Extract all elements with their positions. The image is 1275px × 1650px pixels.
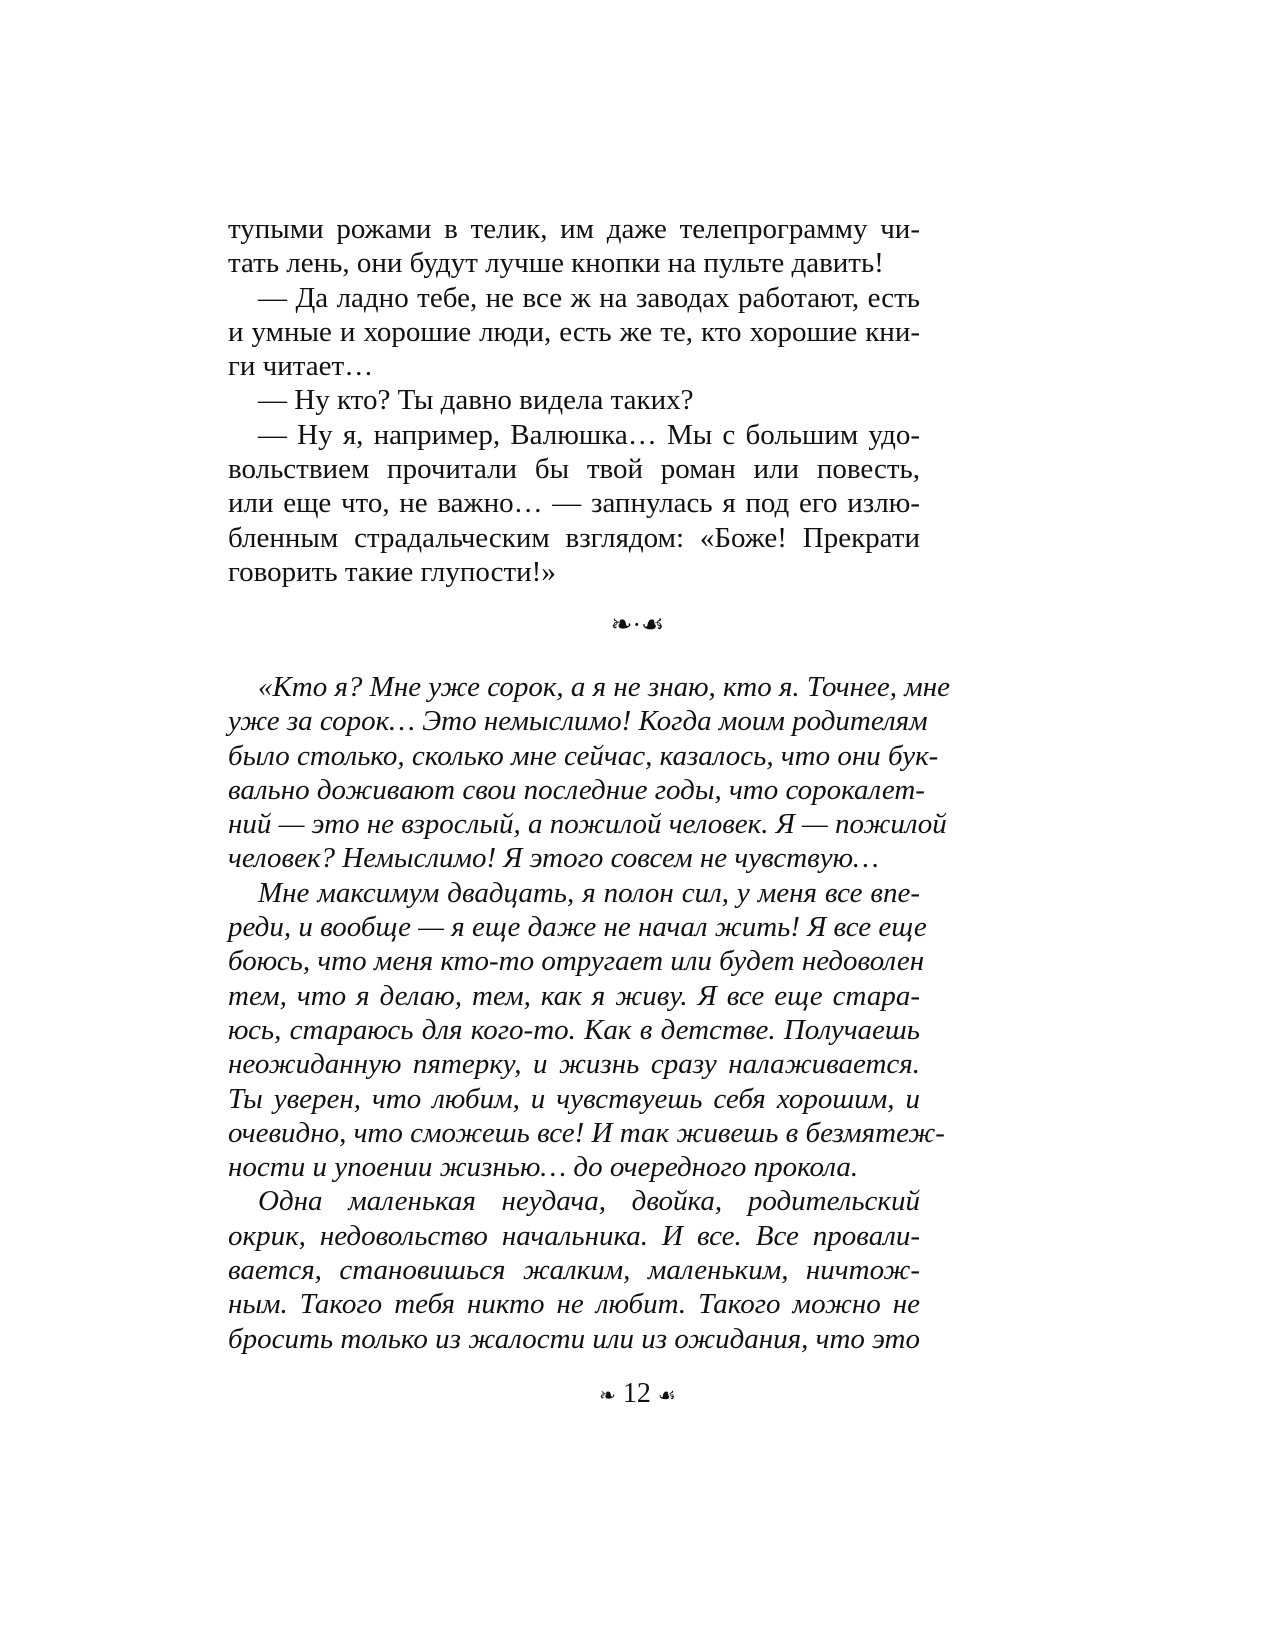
body-text-italic-monologue [228,670,950,1356]
paragraph [228,1184,920,1355]
page-folio [0,1378,1275,1410]
text-line: ний — это не взрослый, а пожилой человек. Я — пожилой [228,808,947,841]
text-line: юсь, стараюсь для кого-то. Как в детстве. Получаешь [228,1013,920,1046]
text-line: реди, и вообще — я еще даже не начал жить! Я все еще [228,911,927,944]
paragraph [228,281,920,384]
text-line: Мне максимум двадцать, я полон сил, у меня все впе- [258,876,920,909]
text-line: ности и упоении жизнью… до очередного прокола. [228,1151,859,1184]
paragraph [228,383,920,417]
text-line: или еще что, не важно… — запнулась я под его излю- [228,487,920,520]
text-line: бросить только из жалости или из ожидания, что это [228,1322,920,1355]
text-line: Ты уверен, что любим, и чувствуешь себя хорошим, и [228,1082,920,1115]
text-line: и умные и хорошие люди, есть же те, кто хорошие кни- [228,315,920,348]
body-text-regular [228,212,920,589]
text-line: ги читает… [228,350,374,383]
paragraph [228,418,920,589]
paragraph [228,212,920,281]
text-line: «Кто я? Мне уже сорок, а я не знаю, кто я. Точнее, мне [258,671,950,703]
text-line: неожиданную пятерку, и жизнь сразу налаживается. [228,1048,920,1081]
text-line: — Ну кто? Ты давно видела таких? [258,384,694,417]
text-line: — Да ладно тебе, не все ж на заводах работают, есть [258,281,920,314]
text-line: бленным страдальческим взглядом: «Боже! Прекрати [228,521,920,554]
text-line: окрик, недовольство начальника. И все. Все провали- [228,1219,920,1252]
text-line: вается, становишься жалким, маленьким, ничтож- [228,1254,920,1287]
paragraph [228,876,945,1185]
text-line: вольствием прочитали бы твой роман или повесть, [228,453,920,486]
text-line: говорить такие глупости!» [228,555,556,588]
text-line: очевидно, что сможешь все! И так живешь в безмятеж- [228,1116,945,1149]
text-line: человек? Немыслимо! Я этого совсем не чувствую… [228,842,879,875]
text-line: ным. Такого тебя никто не любит. Такого можно не [228,1288,920,1321]
text-line: боюсь, что меня кто-то отругает или будет недоволен [228,945,925,978]
section-break-ornament: ❧·☙ [610,610,665,639]
page-number: 12 [622,1378,651,1409]
text-line: тать лень, они будут лучше кнопки на пульте давить! [228,247,884,280]
left-fleuron-icon: ❧ [599,1385,616,1408]
text-line: тем, что я делаю, тем, как я живу. Я все еще стара- [228,979,920,1012]
text-line: тупыми рожами в телик, им даже телепрограмму чи- [228,213,920,245]
paragraph [228,670,950,876]
right-fleuron-icon: ☙ [657,1385,676,1408]
text-line: Одна маленькая неудача, двойка, родительский [258,1185,920,1218]
text-line: вально доживают свои последние годы, что сорокалет- [228,773,925,806]
text-line: — Ну я, например, Валюшка… Мы с большим удо- [258,418,920,451]
text-line: было столько, сколько мне сейчас, казалось, что они бук- [228,739,939,772]
text-line: уже за сорок… Это немыслимо! Когда моим родителям [228,705,928,738]
